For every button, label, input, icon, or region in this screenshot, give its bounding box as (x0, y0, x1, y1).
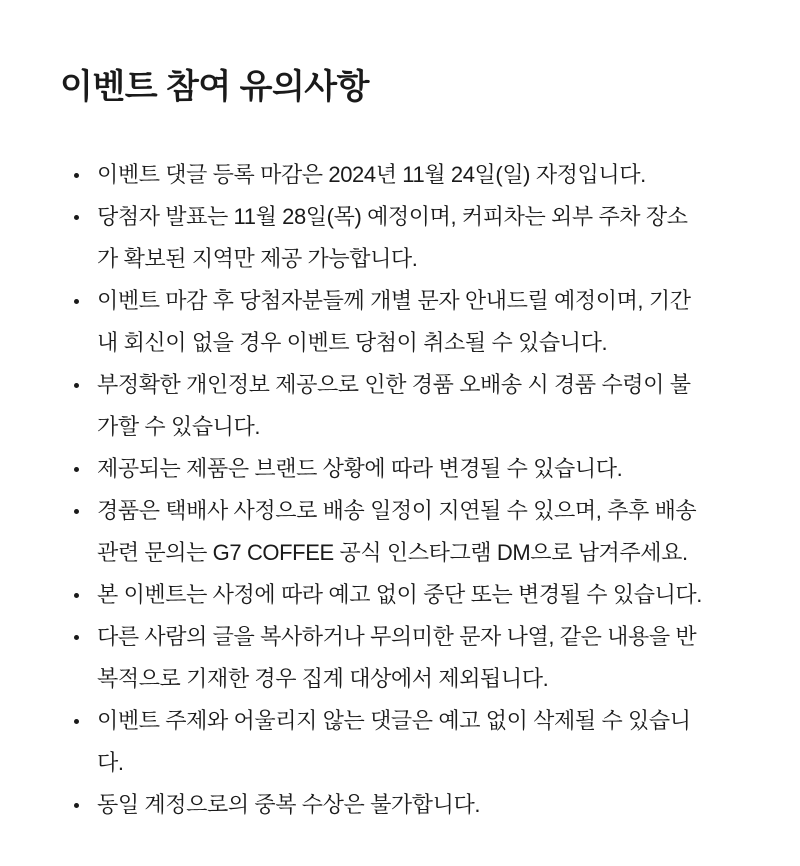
notice-item (60, 154, 780, 196)
bullet-icon (74, 719, 79, 724)
notice-item (60, 196, 780, 280)
bullet-icon (74, 635, 79, 640)
bullet-icon (74, 383, 79, 388)
notice-text-line: 가 확보된 지역만 제공 가능합니다. (97, 246, 418, 271)
notice-text-line: 복적으로 기재한 경우 집계 대상에서 제외됩니다. (97, 666, 549, 691)
bullet-icon (74, 215, 79, 220)
bullet-icon (74, 593, 79, 598)
notice-text-line: 부정확한 개인정보 제공으로 인한 경품 오배송 시 경품 수령이 불 (97, 372, 691, 397)
notice-text-line: 관련 문의는 G7 COFFEE 공식 인스타그램 DM으로 남겨주세요. (97, 540, 688, 565)
notice-item (60, 616, 780, 700)
notice-item (60, 574, 780, 616)
notice-text-line: 제공되는 제품은 브랜드 상황에 따라 변경될 수 있습니다. (97, 456, 623, 481)
notice-text-line: 다. (97, 750, 124, 775)
notice-item (60, 448, 780, 490)
notice-item (60, 364, 780, 448)
notice-text-line: 내 회신이 없을 경우 이벤트 당첨이 취소될 수 있습니다. (97, 330, 608, 355)
notice-text-line: 가할 수 있습니다. (97, 414, 261, 439)
notice-text-line: 경품은 택배사 사정으로 배송 일정이 지연될 수 있으며, 추후 배송 (97, 498, 697, 523)
notice-text-line: 이벤트 주제와 어울리지 않는 댓글은 예고 없이 삭제될 수 있습니 (97, 708, 691, 733)
notice-text-line: 당첨자 발표는 11월 28일(목) 예정이며, 커피차는 외부 주차 장소 (97, 204, 688, 229)
bullet-icon (74, 509, 79, 514)
notice-item (60, 784, 780, 826)
bullet-icon (74, 299, 79, 304)
notice-text-line: 이벤트 댓글 등록 마감은 2024년 11월 24일(일) 자정입니다. (97, 162, 646, 187)
notice-item (60, 280, 780, 364)
bullet-icon (74, 173, 79, 178)
notice-text-line: 이벤트 마감 후 당첨자분들께 개별 문자 안내드릴 예정이며, 기간 (97, 288, 691, 313)
notice-item (60, 490, 780, 574)
notice-text-line: 다른 사람의 글을 복사하거나 무의미한 문자 나열, 같은 내용을 반 (97, 624, 697, 649)
bullet-icon (74, 467, 79, 472)
bullet-icon (74, 803, 79, 808)
notice-text-line: 동일 계정으로의 중복 수상은 불가합니다. (97, 792, 481, 817)
notice-item (60, 700, 780, 784)
notice-text-line: 본 이벤트는 사정에 따라 예고 없이 중단 또는 변경될 수 있습니다. (97, 582, 702, 607)
page-title: 이벤트 참여 유의사항 (60, 68, 369, 106)
notice-list (60, 154, 780, 826)
